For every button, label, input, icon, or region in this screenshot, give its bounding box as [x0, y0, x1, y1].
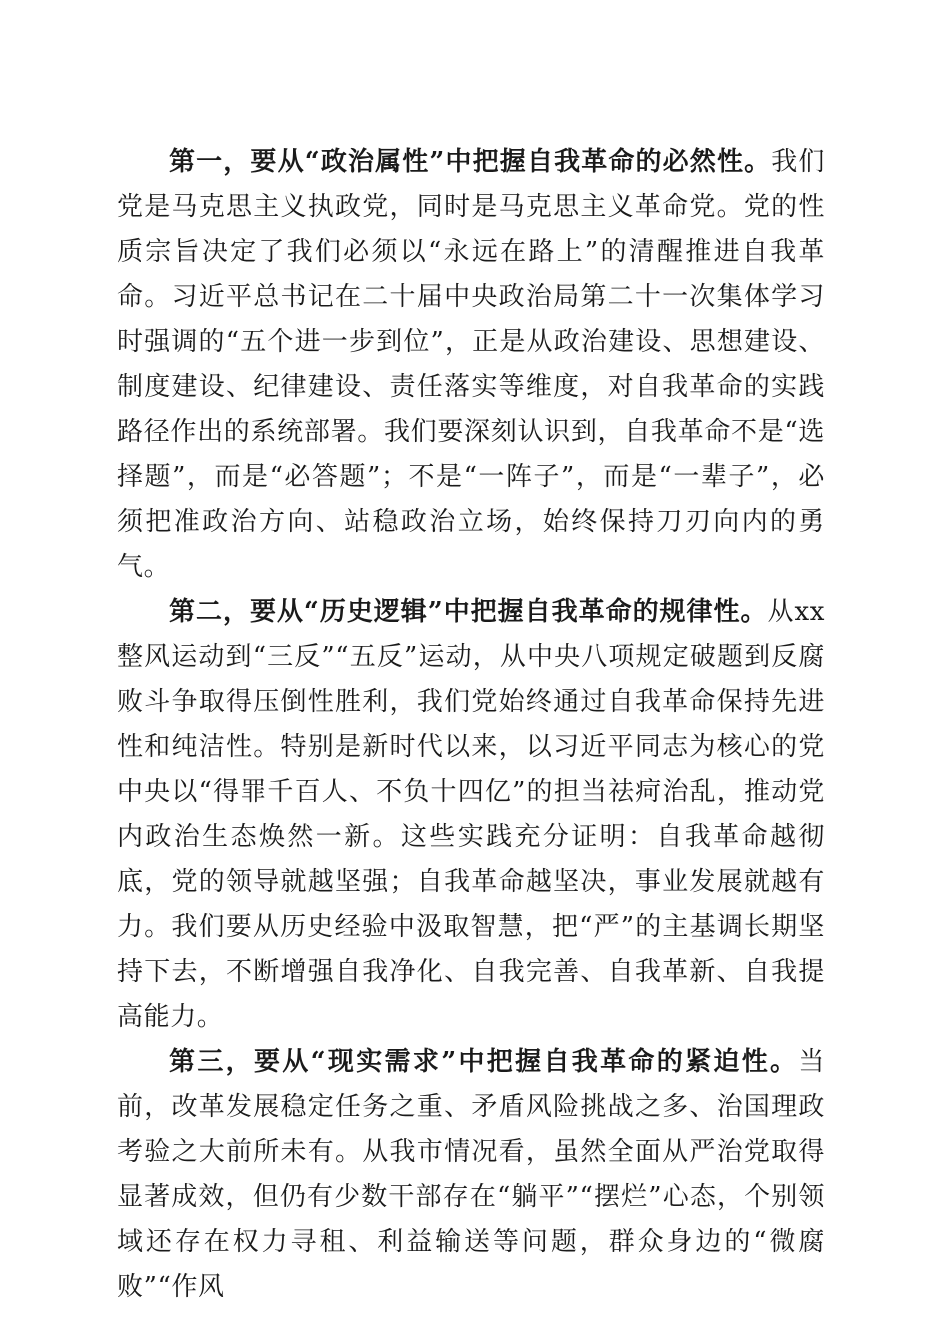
paragraph-practical-need	[117, 1040, 825, 1310]
paragraph-heading: 第三，要从“现实需求”中把握自我革命的紧迫性。	[169, 1047, 799, 1077]
paragraph-heading: 第二，要从“历史逻辑”中把握自我革命的规律性。	[169, 597, 768, 627]
paragraph-text: 我们党是马克思主义执政党，同时是马克思主义革命党。党的性质宗旨决定了我们必须以“永远在路上”的清醒推进自我革命。习近平总书记在二十届中央政治局第二十一次集体学习时强调的“五个进一步到位”，正是从政治建设、思想建设、制度建设、纪律建设、责任落实等维度，对自我革命的实践路径作出的系统部署。我们要深刻认识到，自我革命不是“选择题”，而是“必答题”；不是“一阵子”，而是“一辈子”，必须把准政治方向、站稳政治立场，始终保持刀刃向内的勇气。	[117, 147, 825, 582]
document-body	[117, 140, 825, 1310]
paragraph-heading: 第一，要从“政治属性”中把握自我革命的必然性。	[169, 147, 772, 177]
paragraph-historical-logic	[117, 590, 825, 1040]
paragraph-text: 当前，改革发展稳定任务之重、矛盾风险挑战之多、治国理政考验之大前所未有。从我市情况看，虽然全面从严治党取得显著成效，但仍有少数干部存在“躺平”“摆烂”心态，个别领域还存在权力寻租、利益输送等问题，群众身边的“微腐败”“作风	[117, 1047, 825, 1302]
paragraph-text: 从xx整风运动到“三反”“五反”运动，从中央八项规定破题到反腐败斗争取得压倒性胜利，我们党始终通过自我革命保持先进性和纯洁性。特别是新时代以来，以习近平同志为核心的党中央以“得罪千百人、不负十四亿”的担当祛疴治乱，推动党内政治生态焕然一新。这些实践充分证明：自我革命越彻底，党的领导就越坚强；自我革命越坚决，事业发展就越有力。我们要从历史经验中汲取智慧，把“严”的主基调长期坚持下去，不断增强自我净化、自我完善、自我革新、自我提高能力。	[117, 597, 825, 1032]
paragraph-political-attribute	[117, 140, 825, 590]
